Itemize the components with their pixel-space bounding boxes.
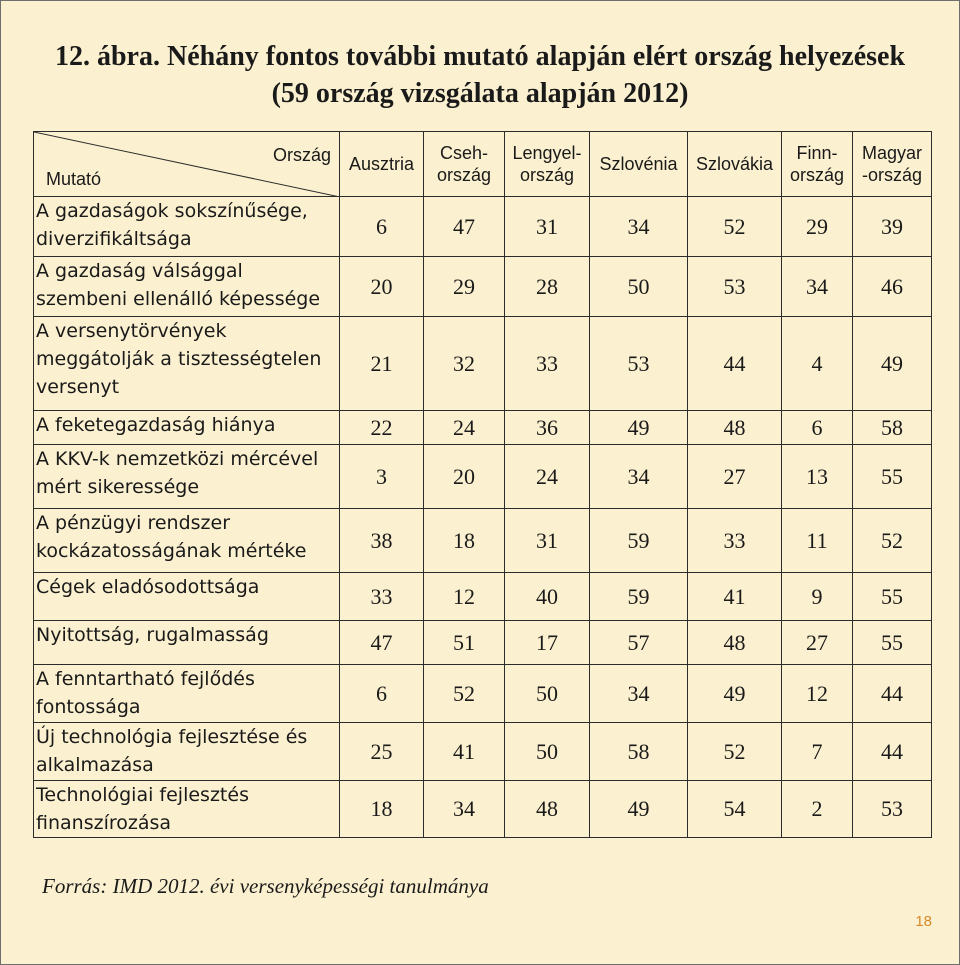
indicator-label-line: finanszírozása: [36, 812, 172, 834]
rank-cell: 6: [782, 411, 853, 445]
rank-cell: 24: [424, 411, 505, 445]
rank-cell: 48: [688, 621, 782, 665]
indicator-label-line: kockázatosságának mértéke: [36, 540, 307, 562]
rank-cell: 31: [505, 197, 590, 257]
indicator-label-line: Cégek eladósodottsága: [36, 576, 260, 598]
rank-cell: 50: [505, 723, 590, 781]
indicator-label-line: A KKV-k nemzetközi mércével: [36, 448, 319, 470]
rank-cell: 50: [590, 257, 688, 317]
rank-cell: 47: [340, 621, 424, 665]
rank-cell: 24: [505, 445, 590, 509]
rank-cell: 49: [590, 411, 688, 445]
indicator-label-line: A feketegazdaság hiánya: [36, 414, 276, 436]
indicator-label-line: Nyitottság, rugalmasság: [36, 624, 269, 646]
table-row: [34, 257, 932, 317]
rank-cell: 48: [688, 411, 782, 445]
rank-cell: 59: [590, 573, 688, 621]
rank-cell: 20: [340, 257, 424, 317]
column-header: Szlovákia: [688, 132, 782, 197]
indicator-label: [34, 723, 340, 781]
rank-cell: 46: [853, 257, 932, 317]
rank-cell: 12: [424, 573, 505, 621]
indicator-label-line: A pénzügyi rendszer: [36, 512, 231, 534]
rank-cell: 44: [853, 723, 932, 781]
indicator-label-line: mért sikeressége: [36, 476, 200, 498]
rank-cell: 33: [505, 317, 590, 411]
indicator-label-line: fontossága: [36, 696, 141, 718]
rank-cell: 50: [505, 665, 590, 723]
indicator-label-line: Technológiai fejlesztés: [36, 784, 249, 806]
figure-title-line-2: (59 ország vizsgálata alapján 2012): [271, 78, 689, 109]
table-row: [34, 197, 932, 257]
rank-cell: 53: [853, 781, 932, 838]
table-row: [34, 317, 932, 411]
country-axis-label: Ország: [272, 145, 331, 165]
indicator-label: [34, 573, 340, 621]
rank-cell: 58: [853, 411, 932, 445]
rank-cell: 29: [424, 257, 505, 317]
indicator-label: [34, 665, 340, 723]
rank-cell: 55: [853, 621, 932, 665]
rank-cell: 39: [853, 197, 932, 257]
rank-cell: 13: [782, 445, 853, 509]
rank-cell: 52: [688, 197, 782, 257]
rank-cell: 6: [340, 665, 424, 723]
indicator-label-line: A versenytörvények: [36, 320, 227, 342]
rank-cell: 33: [688, 509, 782, 573]
rank-cell: 27: [782, 621, 853, 665]
rank-cell: 41: [688, 573, 782, 621]
rankings-table: [33, 131, 932, 838]
rank-cell: 55: [853, 445, 932, 509]
rank-cell: 59: [590, 509, 688, 573]
rank-cell: 49: [688, 665, 782, 723]
rank-cell: 44: [688, 317, 782, 411]
rank-cell: 4: [782, 317, 853, 411]
rank-cell: 12: [782, 665, 853, 723]
rank-cell: 25: [340, 723, 424, 781]
indicator-label-line: versenyt: [36, 376, 120, 398]
indicator-axis-label: Mutató: [46, 169, 102, 189]
rank-cell: 55: [853, 573, 932, 621]
table-row: [34, 665, 932, 723]
rank-cell: 34: [424, 781, 505, 838]
indicator-label: [34, 197, 340, 257]
rank-cell: 34: [590, 197, 688, 257]
rank-cell: 11: [782, 509, 853, 573]
table-row: [34, 573, 932, 621]
indicator-label-line: A fenntartható fejlődés: [36, 668, 255, 690]
rank-cell: 40: [505, 573, 590, 621]
column-header: Szlovénia: [590, 132, 688, 197]
rank-cell: 33: [340, 573, 424, 621]
rank-cell: 27: [688, 445, 782, 509]
rank-cell: 36: [505, 411, 590, 445]
column-header: Cseh- ország: [424, 132, 505, 197]
rank-cell: 49: [853, 317, 932, 411]
rank-cell: 6: [340, 197, 424, 257]
rank-cell: 51: [424, 621, 505, 665]
corner-header-cell: [34, 132, 340, 197]
table-row: [34, 445, 932, 509]
rank-cell: 34: [782, 257, 853, 317]
column-header: Ausztria: [340, 132, 424, 197]
rank-cell: 31: [505, 509, 590, 573]
rank-cell: 2: [782, 781, 853, 838]
rank-cell: 9: [782, 573, 853, 621]
rank-cell: 34: [590, 665, 688, 723]
rank-cell: 53: [688, 257, 782, 317]
rank-cell: 49: [590, 781, 688, 838]
rank-cell: 21: [340, 317, 424, 411]
source-note: Forrás: IMD 2012. évi versenyképességi tanulmánya: [42, 874, 489, 898]
rank-cell: 28: [505, 257, 590, 317]
figure-title-line-1: 12. ábra. Néhány fontos további mutató alapján elért ország helyezések: [54, 41, 906, 72]
rank-cell: 52: [853, 509, 932, 573]
indicator-label-line: alkalmazása: [36, 754, 154, 776]
column-header: Finn- ország: [782, 132, 853, 197]
indicator-label-line: Új technológia fejlesztése és: [36, 726, 308, 748]
table-row: [34, 509, 932, 573]
table-row: [34, 723, 932, 781]
rank-cell: 3: [340, 445, 424, 509]
rank-cell: 22: [340, 411, 424, 445]
indicator-label: [34, 317, 340, 411]
table-row: [34, 781, 932, 838]
indicator-label: [34, 257, 340, 317]
rank-cell: 17: [505, 621, 590, 665]
header-row: [34, 132, 932, 197]
rank-cell: 54: [688, 781, 782, 838]
rank-cell: 57: [590, 621, 688, 665]
indicator-label: [34, 411, 340, 445]
rank-cell: 44: [853, 665, 932, 723]
indicator-label-line: meggátolják a tisztességtelen: [36, 348, 322, 370]
rank-cell: 52: [424, 665, 505, 723]
indicator-label: [34, 445, 340, 509]
indicator-label: [34, 509, 340, 573]
rank-cell: 52: [688, 723, 782, 781]
indicator-label-line: A gazdaságok sokszínűsége,: [36, 200, 308, 222]
column-header: Lengyel- ország: [505, 132, 590, 197]
rank-cell: 34: [590, 445, 688, 509]
rank-cell: 47: [424, 197, 505, 257]
rank-cell: 7: [782, 723, 853, 781]
rank-cell: 20: [424, 445, 505, 509]
rank-cell: 41: [424, 723, 505, 781]
rank-cell: 48: [505, 781, 590, 838]
rank-cell: 53: [590, 317, 688, 411]
rank-cell: 18: [340, 781, 424, 838]
indicator-label: [34, 781, 340, 838]
rank-cell: 32: [424, 317, 505, 411]
indicator-label: [34, 621, 340, 665]
page-number: 18: [915, 913, 932, 930]
indicator-label-line: szembeni ellenálló képessége: [36, 288, 321, 310]
indicator-label-line: diverzifikáltsága: [36, 228, 192, 250]
rank-cell: 29: [782, 197, 853, 257]
table-row: [34, 411, 932, 445]
table-row: [34, 621, 932, 665]
rank-cell: 18: [424, 509, 505, 573]
column-header: Magyar -ország: [853, 132, 932, 197]
rank-cell: 38: [340, 509, 424, 573]
rank-cell: 58: [590, 723, 688, 781]
indicator-label-line: A gazdaság válsággal: [36, 260, 243, 282]
